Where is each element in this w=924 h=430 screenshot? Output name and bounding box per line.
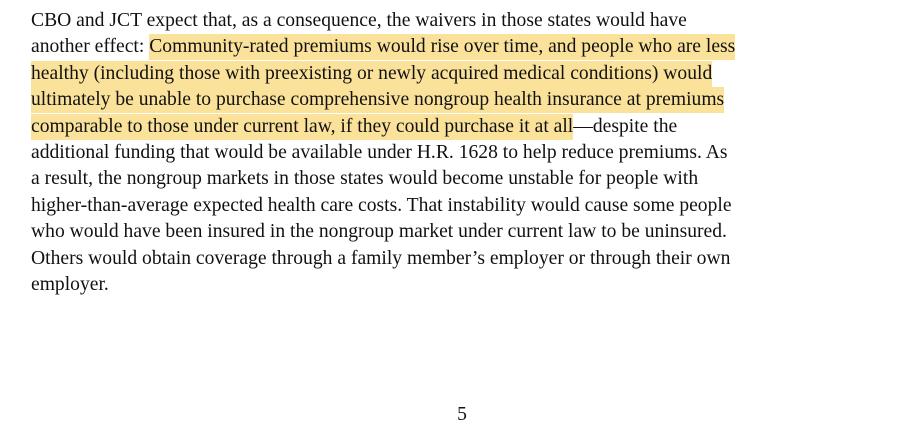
- text-line: [31, 61, 911, 87]
- text-line: [31, 87, 911, 113]
- highlighted-text: ultimately be unable to purchase comprehensive nongroup health insurance at premiums: [31, 87, 724, 113]
- line-text: a result, the nongroup markets in those states would become unstable for people with: [31, 168, 699, 190]
- highlighted-text: Community-rated premiums would rise over time, and people who are less: [149, 34, 735, 60]
- text-line: [31, 219, 911, 245]
- line-text: Others would obtain coverage through a family member’s employer or through their own: [31, 247, 731, 269]
- line-text: who would have been insured in the nongroup market under current law to be uninsured.: [31, 221, 727, 243]
- text-line: [31, 114, 911, 140]
- line-text: another effect:: [31, 36, 150, 58]
- text-line: [31, 166, 911, 192]
- text-line: [31, 272, 911, 298]
- text-line: [31, 140, 911, 166]
- line-text: employer.: [31, 273, 109, 295]
- text-line: [31, 8, 911, 34]
- line-text: additional funding that would be available under H.R. 1628 to help reduce premiums. As: [31, 141, 728, 163]
- line-text: CBO and JCT expect that, as a consequence, the waivers in those states would have: [31, 10, 687, 31]
- text-line: [31, 246, 911, 272]
- highlighted-text: comparable to those under current law, if they could purchase it at all: [31, 114, 573, 140]
- page-number: 5: [457, 404, 467, 425]
- body-paragraph: [31, 8, 911, 298]
- line-text: higher-than-average expected health care costs. That instability would cause some people: [31, 194, 732, 216]
- text-line: [31, 193, 911, 219]
- text-line: [31, 34, 911, 60]
- line-text: —despite the: [573, 115, 678, 137]
- highlighted-text: healthy (including those with preexisting or newly acquired medical conditions) would: [31, 61, 712, 87]
